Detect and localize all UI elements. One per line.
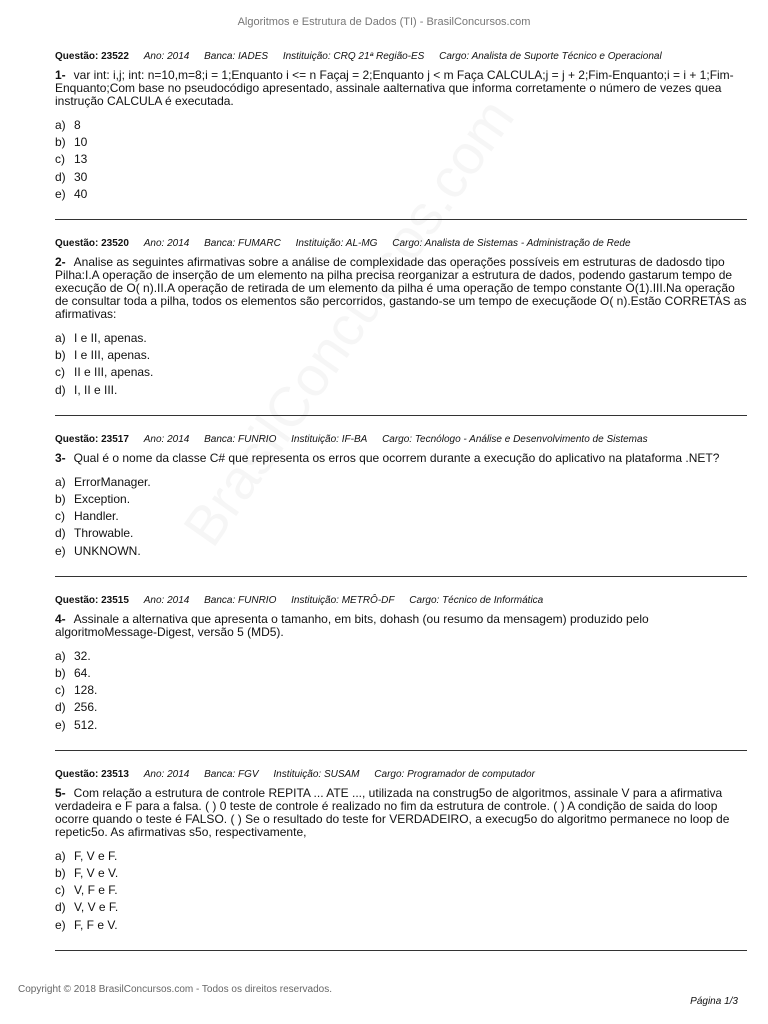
option-a[interactable] bbox=[55, 330, 747, 347]
question-id: Questão: 23517 bbox=[55, 433, 129, 445]
option-a[interactable] bbox=[55, 117, 747, 134]
question-year: Ano: 2014 bbox=[143, 768, 190, 780]
option-text: 32. bbox=[74, 648, 91, 663]
copyright-footer: Copyright © 2018 BrasilConcursos.com - Todos os direitos reservados. bbox=[18, 984, 332, 995]
question-number: 1- bbox=[55, 68, 66, 82]
question-banca: Banca: IADES bbox=[204, 51, 269, 62]
option-letter: d) bbox=[55, 900, 66, 915]
option-letter: a) bbox=[55, 648, 66, 663]
question-role: Cargo: Técnico de Informática bbox=[409, 594, 544, 606]
question-3 bbox=[55, 427, 747, 560]
question-text: Assinale a alternativa que apresenta o tamanho, em bits, dohash (ou resumo da mensagem) produzido pelo algoritmoMessage-Digest, versão 5 (MD5). bbox=[55, 611, 649, 639]
option-d[interactable] bbox=[55, 899, 747, 916]
option-e[interactable] bbox=[55, 717, 747, 734]
question-4 bbox=[55, 588, 747, 734]
option-text: 512. bbox=[74, 717, 98, 732]
question-text: var int: i,j; int: n=10,m=8;i = 1;Enquanto i <= n Façaj = 2;Enquanto j < m Faça CALCULA;j = j + 2;Fim-Enquanto;i = i + 1;Fim-Enquanto;Com base no pseudocódigo apresentado, assinale aalternativa que informa corretamente o número de vezes quea instrução CALCULA é executada. bbox=[55, 68, 734, 108]
option-text: UNKNOWN. bbox=[74, 543, 141, 558]
option-e[interactable] bbox=[55, 543, 747, 560]
question-5 bbox=[55, 762, 747, 934]
option-text: 256. bbox=[74, 700, 98, 715]
option-letter: c) bbox=[55, 883, 65, 898]
option-text: V, F e F. bbox=[74, 883, 118, 898]
page-number: Página 1/3 bbox=[690, 996, 738, 1007]
question-year: Ano: 2014 bbox=[143, 594, 190, 606]
page-header: Algoritmos e Estrutura de Dados (TI) - BrasilConcursos.com bbox=[237, 16, 531, 28]
option-a[interactable] bbox=[55, 648, 747, 665]
option-letter: c) bbox=[55, 365, 65, 380]
option-b[interactable] bbox=[55, 665, 747, 682]
question-year: Ano: 2014 bbox=[143, 238, 190, 250]
question-institution: Instituição: SUSAM bbox=[273, 768, 360, 780]
option-c[interactable] bbox=[55, 364, 747, 381]
question-id: Questão: 23520 bbox=[55, 238, 129, 250]
question-divider bbox=[55, 219, 747, 220]
option-text: Exception. bbox=[74, 492, 131, 507]
question-stem bbox=[55, 787, 747, 839]
option-text: 13 bbox=[74, 152, 88, 167]
question-list bbox=[55, 44, 747, 962]
option-b[interactable] bbox=[55, 347, 747, 364]
option-letter: d) bbox=[55, 526, 66, 541]
option-letter: e) bbox=[55, 917, 66, 932]
question-institution: Instituição: AL-MG bbox=[295, 238, 378, 250]
question-meta bbox=[55, 434, 747, 445]
option-text: I, II e III. bbox=[74, 382, 118, 397]
option-letter: a) bbox=[55, 331, 66, 346]
question-text: Analise as seguintes afirmativas sobre a análise de complexidade das operações possíveis em estruturas de dadosdo tipo Pilha:I.A operação de inserção de um elemento na pilha precisa reorganizar a estrutura de dados, podendo gastarum tempo de execução de O( n).II.A operação de retirada de um elemento da pilha é uma operação de tempo constante O(1).III.Na operação de consultar toda a pilha, todos os elementos são percorridos, gastando-se um tempo de execuçãode O( n).Estão CORRETAS as afirmativas: bbox=[55, 255, 747, 322]
option-list bbox=[55, 648, 747, 734]
option-letter: d) bbox=[55, 700, 66, 715]
option-letter: b) bbox=[55, 492, 66, 507]
option-text: F, V e F. bbox=[74, 848, 118, 863]
option-letter: b) bbox=[55, 135, 66, 150]
option-list bbox=[55, 474, 747, 560]
option-text: 30 bbox=[74, 169, 88, 184]
option-b[interactable] bbox=[55, 491, 747, 508]
option-b[interactable] bbox=[55, 134, 747, 151]
question-divider bbox=[55, 750, 747, 751]
question-role: Cargo: Analista de Sistemas - Administração de Rede bbox=[392, 238, 631, 250]
option-text: II e III, apenas. bbox=[74, 365, 154, 380]
option-c[interactable] bbox=[55, 682, 747, 699]
option-list bbox=[55, 330, 747, 399]
question-stem bbox=[55, 613, 747, 639]
option-list bbox=[55, 117, 747, 203]
option-text: Throwable. bbox=[74, 526, 134, 541]
question-role: Cargo: Programador de computador bbox=[374, 768, 535, 780]
option-letter: b) bbox=[55, 666, 66, 681]
option-d[interactable] bbox=[55, 525, 747, 542]
question-number: 4- bbox=[55, 611, 66, 626]
option-a[interactable] bbox=[55, 474, 747, 491]
option-letter: b) bbox=[55, 866, 66, 881]
option-c[interactable] bbox=[55, 508, 747, 525]
option-e[interactable] bbox=[55, 186, 747, 203]
question-year: Ano: 2014 bbox=[143, 51, 190, 62]
question-text: Qual é o nome da classe C# que representa os erros que ocorrem durante a execução do aplicativo na plataforma .NET? bbox=[73, 450, 720, 465]
question-id: Questão: 23513 bbox=[55, 768, 129, 780]
option-letter: e) bbox=[55, 543, 66, 558]
question-text: Com relação a estrutura de controle REPITA ... ATE ..., utilizada na construg5o de algoritmos, assinale V para a afirmativa verdadeira e F para a falsa. ( ) 0 teste de controle é realizado no fim da estrutura de controle. ( ) A condição de saida do loop ocorre quando o teste é FALSO. ( ) Se o resultado do teste for VERDADEIRO, a execug5o do algoritmo permanece no loop de repetic5o. As afirmativas s5o, respectivamente, bbox=[55, 785, 730, 839]
option-letter: d) bbox=[55, 169, 66, 184]
option-letter: d) bbox=[55, 382, 66, 397]
option-letter: e) bbox=[55, 186, 66, 201]
question-stem bbox=[55, 256, 747, 321]
question-stem bbox=[55, 452, 747, 465]
option-text: 64. bbox=[74, 666, 91, 681]
option-c[interactable] bbox=[55, 882, 747, 899]
option-text: 128. bbox=[74, 683, 98, 698]
question-institution: Instituição: IF-BA bbox=[291, 433, 368, 445]
question-number: 5- bbox=[55, 785, 66, 800]
option-text: V, V e F. bbox=[74, 900, 119, 915]
question-meta bbox=[55, 238, 747, 249]
question-role: Cargo: Analista de Suporte Técnico e Operacional bbox=[439, 51, 662, 62]
question-year: Ano: 2014 bbox=[143, 433, 190, 445]
option-c[interactable] bbox=[55, 151, 747, 168]
option-letter: b) bbox=[55, 348, 66, 363]
option-letter: c) bbox=[55, 509, 65, 524]
option-e[interactable] bbox=[55, 917, 747, 934]
question-number: 3- bbox=[55, 450, 66, 465]
option-b[interactable] bbox=[55, 865, 747, 882]
option-letter: c) bbox=[55, 683, 65, 698]
question-divider bbox=[55, 576, 747, 577]
option-letter: a) bbox=[55, 848, 66, 863]
option-text: Handler. bbox=[74, 509, 119, 524]
question-divider bbox=[55, 950, 747, 951]
question-meta bbox=[55, 769, 747, 780]
option-text: I e III, apenas. bbox=[74, 348, 151, 363]
question-banca: Banca: FUMARC bbox=[204, 238, 281, 250]
option-text: F, F e V. bbox=[74, 917, 118, 932]
option-letter: a) bbox=[55, 474, 66, 489]
option-text: 10 bbox=[74, 135, 88, 150]
option-d[interactable] bbox=[55, 699, 747, 716]
question-stem bbox=[55, 69, 747, 108]
question-role: Cargo: Tecnólogo - Análise e Desenvolvimento de Sistemas bbox=[382, 433, 648, 445]
question-meta bbox=[55, 595, 747, 606]
option-text: ErrorManager. bbox=[74, 474, 151, 489]
option-a[interactable] bbox=[55, 848, 747, 865]
question-banca: Banca: FUNRIO bbox=[204, 594, 277, 606]
question-1 bbox=[55, 44, 747, 203]
option-list bbox=[55, 848, 747, 934]
option-d[interactable] bbox=[55, 382, 747, 399]
question-institution: Instituição: CRQ 21ª Região-ES bbox=[282, 51, 425, 62]
option-letter: a) bbox=[55, 118, 66, 132]
question-divider bbox=[55, 415, 747, 416]
option-letter: e) bbox=[55, 717, 66, 732]
question-banca: Banca: FUNRIO bbox=[204, 433, 277, 445]
question-id: Questão: 23522 bbox=[55, 51, 129, 62]
option-text: 8 bbox=[74, 118, 81, 132]
question-id: Questão: 23515 bbox=[55, 594, 129, 606]
option-text: I e II, apenas. bbox=[74, 331, 147, 346]
question-meta bbox=[55, 51, 747, 62]
option-d[interactable] bbox=[55, 169, 747, 186]
option-text: F, V e V. bbox=[74, 866, 119, 881]
question-banca: Banca: FGV bbox=[204, 768, 259, 780]
question-number: 2- bbox=[55, 255, 66, 270]
question-institution: Instituição: METRÔ-DF bbox=[291, 594, 395, 606]
question-2 bbox=[55, 231, 747, 399]
option-letter: c) bbox=[55, 152, 65, 167]
option-text: 40 bbox=[74, 186, 88, 201]
